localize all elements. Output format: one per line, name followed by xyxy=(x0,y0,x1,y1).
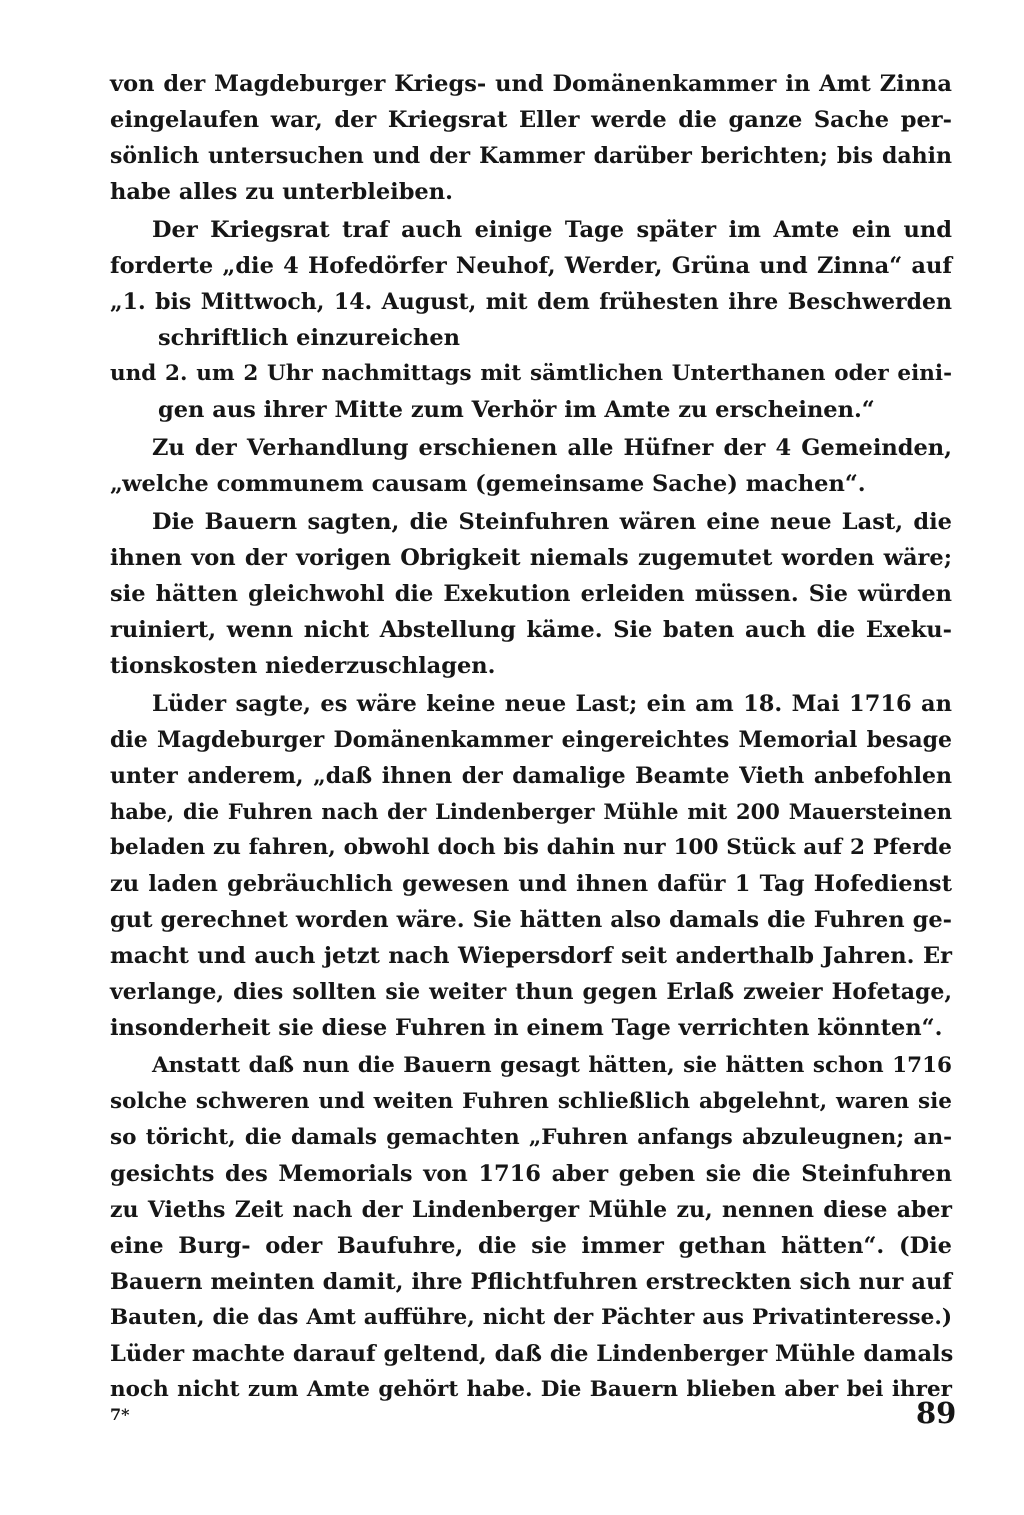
text-line: macht und auch jetzt nach Wiepersdorf seit anderthalb Jahren. Er xyxy=(110,943,952,969)
text-line: gut gerechnet worden wäre. Sie hätten also damals die Fuhren ge- xyxy=(110,907,952,933)
text-line: insonderheit sie diese Fuhren in einem Tage verrichten könnten“. xyxy=(110,1015,943,1041)
text-line: verlange, dies sollten sie weiter thun gegen Erlaß zweier Hofetage, xyxy=(110,979,952,1005)
page-number: 89 xyxy=(916,1396,957,1430)
text-line: tionskosten niederzuschlagen. xyxy=(110,653,496,679)
text-line: habe alles zu unterbleiben. xyxy=(110,179,453,205)
text-line: sie hätten gleichwohl die Exekution erleiden müssen. Sie würden xyxy=(110,581,952,607)
text-line: Bauern meinten damit, ihre Pflichtfuhren erstreckten sich nur auf xyxy=(110,1269,952,1295)
text-line: habe, die Fuhren nach der Lindenberger Mühle mit 200 Mauersteinen xyxy=(110,799,952,824)
text-line: unter anderem, „daß ihnen der damalige Beamte Vieth anbefohlen xyxy=(110,763,952,789)
text-line: Der Kriegsrat traf auch einige Tage später im Amte ein und xyxy=(152,217,952,243)
text-line: beladen zu fahren, obwohl doch bis dahin nur 100 Stück auf 2 Pferde xyxy=(110,835,952,860)
text-line: ihnen von der vorigen Obrigkeit niemals zugemutet worden wäre; xyxy=(110,545,952,571)
text-line: die Magdeburger Domänenkammer eingereichtes Memorial besage xyxy=(110,727,952,753)
text-line: sönlich untersuchen und der Kammer darüber berichten; bis dahin xyxy=(110,143,952,169)
text-line: schriftlich einzureichen xyxy=(158,325,460,351)
text-line: zu laden gebräuchlich gewesen und ihnen dafür 1 Tag Hofedienst xyxy=(110,871,952,897)
text-line: forderte „die 4 Hofedörfer Neuhof, Werder, Grüna und Zinna“ auf xyxy=(110,253,952,279)
signature-mark: 7* xyxy=(110,1405,130,1424)
text-line: zu Vieths Zeit nach der Lindenberger Mühle zu, nennen diese aber xyxy=(110,1197,952,1223)
text-line: Lüder sagte, es wäre keine neue Last; ein am 18. Mai 1716 an xyxy=(152,691,952,717)
text-line: Lüder machte darauf geltend, daß die Lindenberger Mühle damals xyxy=(110,1341,954,1367)
text-line: Bauten, die das Amt aufführe, nicht der Pächter aus Privatinteresse.) xyxy=(110,1305,952,1330)
text-line: solche schweren und weiten Fuhren schließlich abgelehnt, waren sie xyxy=(110,1089,952,1114)
text-line: gen aus ihrer Mitte zum Verhör im Amte zu erscheinen.“ xyxy=(158,397,875,423)
text-line: eingelaufen war, der Kriegsrat Eller werde die ganze Sache per- xyxy=(110,107,952,133)
text-line: Zu der Verhandlung erschienen alle Hüfner der 4 Gemeinden, xyxy=(152,435,952,461)
text-line: so töricht, die damals gemachten „Fuhren anfangs abzuleugnen; an- xyxy=(110,1125,952,1150)
text-line: ruiniert, wenn nicht Abstellung käme. Sie baten auch die Exeku- xyxy=(110,617,952,643)
text-line: und 2. um 2 Uhr nachmittags mit sämtlichen Unterthanen oder eini- xyxy=(110,361,952,386)
text-line: „1. bis Mittwoch, 14. August, mit dem frühesten ihre Beschwerden xyxy=(110,289,952,315)
text-line: gesichts des Memorials von 1716 aber geben sie die Steinfuhren xyxy=(110,1161,952,1187)
text-line: „welche communem causam (gemeinsame Sache) machen“. xyxy=(110,471,866,497)
text-line: von der Magdeburger Kriegs- und Domänenkammer in Amt Zinna xyxy=(110,71,952,97)
text-line: Anstatt daß nun die Bauern gesagt hätten, sie hätten schon 1716 xyxy=(152,1053,952,1078)
text-line: noch nicht zum Amte gehört habe. Die Bauern blieben aber bei ihrer xyxy=(110,1377,952,1402)
text-line: eine Burg- oder Baufuhre, die sie immer gethan hätten“. (Die xyxy=(110,1233,952,1259)
text-line: Die Bauern sagten, die Steinfuhren wären eine neue Last, die xyxy=(152,509,952,535)
